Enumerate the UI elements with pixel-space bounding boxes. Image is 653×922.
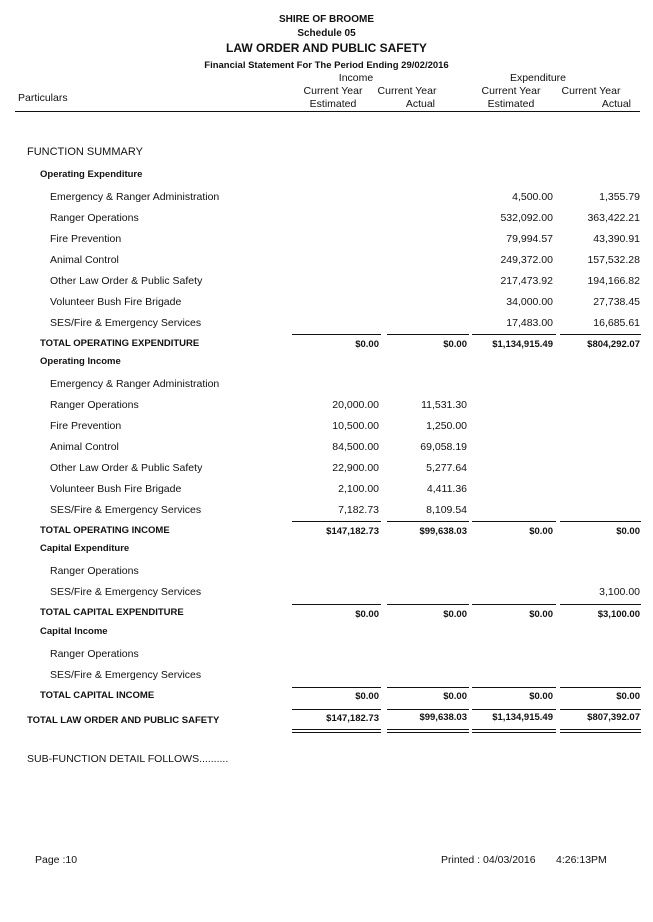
row-label: SES/Fire & Emergency Services	[50, 586, 202, 598]
total-expenditure-estimated: $0.00	[529, 691, 553, 702]
total-rule	[472, 709, 556, 710]
expenditure-actual-value: 16,685.61	[593, 317, 640, 329]
double-rule	[560, 729, 641, 730]
row-label: Ranger Operations	[50, 648, 139, 660]
expenditure-group-header: Expenditure	[509, 72, 567, 84]
income-estimated-value: 20,000.00	[332, 399, 379, 411]
organisation-name: SHIRE OF BROOME	[278, 14, 374, 25]
income-actual-value: 11,531.30	[421, 399, 467, 411]
total-rule	[560, 521, 641, 522]
row-label: Other Law Order & Public Safety	[50, 462, 203, 474]
total-rule	[387, 687, 469, 688]
income-actual-value: 69,058.19	[420, 441, 467, 453]
row-label: Other Law Order & Public Safety	[50, 275, 203, 287]
sub-function-note: SUB-FUNCTION DETAIL FOLLOWS..........	[27, 753, 229, 765]
total-label: TOTAL CAPITAL INCOME	[40, 690, 155, 701]
double-rule	[292, 732, 381, 733]
total-rule	[560, 687, 641, 688]
total-rule	[292, 604, 381, 605]
header-line: Estimated	[487, 98, 535, 110]
page-number: Page :10	[35, 854, 78, 866]
header-line: Estimated	[309, 98, 357, 110]
operating-income-heading: Operating Income	[40, 356, 121, 367]
total-expenditure-actual: $0.00	[616, 691, 640, 702]
double-rule	[472, 729, 556, 730]
total-rule	[472, 687, 556, 688]
expenditure-estimated-value: 79,994.57	[506, 233, 553, 245]
capital-income-heading: Capital Income	[40, 626, 108, 637]
expenditure-estimated-value: 532,092.00	[500, 212, 553, 224]
row-label: Animal Control	[50, 441, 119, 453]
row-label: Emergency & Ranger Administration	[50, 378, 220, 390]
total-rule	[292, 334, 381, 335]
total-rule	[560, 604, 641, 605]
total-rule	[387, 334, 469, 335]
double-rule	[387, 729, 469, 730]
period-subtitle: Financial Statement For The Period Ending 29/02/2016	[204, 60, 449, 71]
income-actual-value: 8,109.54	[426, 504, 467, 516]
particulars-header: Particulars	[18, 92, 68, 104]
printed-date: Printed : 04/03/2016	[441, 854, 536, 866]
total-rule	[292, 709, 381, 710]
total-label: TOTAL OPERATING INCOME	[40, 525, 170, 536]
report-title: LAW ORDER AND PUBLIC SAFETY	[226, 41, 427, 55]
total-expenditure-actual: $0.00	[616, 526, 640, 537]
row-label: Fire Prevention	[50, 233, 122, 245]
total-income-actual: $0.00	[443, 609, 467, 620]
schedule-number: Schedule 05	[297, 28, 356, 39]
row-label: SES/Fire & Emergency Services	[50, 504, 202, 516]
income-estimated-value: 84,500.00	[332, 441, 379, 453]
expenditure-estimated-value: 249,372.00	[500, 254, 553, 266]
row-label: Volunteer Bush Fire Brigade	[50, 296, 182, 308]
total-rule	[472, 521, 556, 522]
row-label: Emergency & Ranger Administration	[50, 191, 220, 203]
income-actual-header	[367, 85, 447, 111]
row-label: Ranger Operations	[50, 212, 139, 224]
expenditure-estimated-value: 217,473.92	[500, 275, 553, 287]
header-line: Actual	[601, 98, 631, 110]
total-income-actual: $0.00	[443, 691, 467, 702]
expenditure-actual-value: 27,738.45	[593, 296, 640, 308]
income-actual-value: 4,411.36	[426, 483, 467, 495]
total-label: TOTAL OPERATING EXPENDITURE	[40, 338, 200, 349]
expenditure-actual-value: 3,100.00	[599, 586, 640, 598]
total-expenditure-actual: $804,292.07	[587, 339, 640, 350]
total-rule	[472, 604, 556, 605]
expenditure-actual-value: 363,422.21	[587, 212, 640, 224]
double-rule	[387, 732, 469, 733]
function-summary-title: FUNCTION SUMMARY	[27, 146, 143, 158]
total-rule	[387, 521, 469, 522]
income-estimated-header	[293, 85, 373, 111]
income-estimated-value: 2,100.00	[338, 483, 379, 495]
total-income-estimated: $0.00	[355, 609, 379, 620]
income-actual-value: 5,277.64	[426, 462, 467, 474]
row-label: Volunteer Bush Fire Brigade	[50, 483, 182, 495]
row-label: Ranger Operations	[50, 399, 139, 411]
total-rule	[560, 709, 641, 710]
expenditure-actual-header	[551, 85, 631, 111]
grand-total-expenditure-estimated: $1,134,915.49	[492, 712, 553, 723]
expenditure-actual-value: 43,390.91	[593, 233, 640, 245]
double-rule	[472, 732, 556, 733]
total-rule	[560, 334, 641, 335]
income-estimated-value: 7,182.73	[338, 504, 379, 516]
total-expenditure-estimated: $0.00	[529, 526, 553, 537]
total-rule	[472, 334, 556, 335]
expenditure-estimated-value: 34,000.00	[506, 296, 553, 308]
capital-expenditure-heading: Capital Expenditure	[40, 543, 130, 554]
total-expenditure-estimated: $1,134,915.49	[492, 339, 553, 350]
grand-total-expenditure-actual: $807,392.07	[587, 712, 640, 723]
grand-total-label: TOTAL LAW ORDER AND PUBLIC SAFETY	[27, 715, 220, 726]
expenditure-estimated-value: 17,483.00	[506, 317, 553, 329]
total-income-estimated: $147,182.73	[326, 526, 379, 537]
printed-time: 4:26:13PM	[556, 854, 607, 866]
expenditure-actual-value: 1,355.79	[599, 191, 640, 203]
header-line: Actual	[405, 98, 435, 110]
grand-total-income-actual: $99,638.03	[419, 712, 467, 723]
total-rule	[292, 521, 381, 522]
total-expenditure-estimated: $0.00	[529, 609, 553, 620]
total-income-estimated: $0.00	[355, 691, 379, 702]
row-label: Animal Control	[50, 254, 119, 266]
total-income-actual: $0.00	[443, 339, 467, 350]
operating-expenditure-heading: Operating Expenditure	[40, 169, 143, 180]
income-estimated-value: 10,500.00	[332, 420, 379, 432]
header-underline	[15, 111, 640, 112]
expenditure-estimated-value: 4,500.00	[512, 191, 553, 203]
header-line: Current Year	[481, 85, 541, 97]
total-rule	[292, 687, 381, 688]
total-rule	[387, 709, 469, 710]
total-label: TOTAL CAPITAL EXPENDITURE	[40, 607, 184, 618]
header-line: Current Year	[377, 85, 437, 97]
row-label: Ranger Operations	[50, 565, 139, 577]
grand-total-income-estimated: $147,182.73	[326, 713, 379, 724]
income-estimated-value: 22,900.00	[332, 462, 379, 474]
expenditure-estimated-header	[471, 85, 551, 111]
header-line: Current Year	[561, 85, 621, 97]
row-label: Fire Prevention	[50, 420, 122, 432]
total-income-estimated: $0.00	[355, 339, 379, 350]
total-rule	[387, 604, 469, 605]
expenditure-actual-value: 194,166.82	[587, 275, 640, 287]
row-label: SES/Fire & Emergency Services	[50, 669, 202, 681]
double-rule	[292, 729, 381, 730]
header-line: Current Year	[303, 85, 363, 97]
double-rule	[560, 732, 641, 733]
total-income-actual: $99,638.03	[419, 526, 467, 537]
total-expenditure-actual: $3,100.00	[597, 609, 640, 620]
income-actual-value: 1,250.00	[426, 420, 467, 432]
income-group-header: Income	[338, 72, 374, 84]
expenditure-actual-value: 157,532.28	[587, 254, 640, 266]
row-label: SES/Fire & Emergency Services	[50, 317, 202, 329]
